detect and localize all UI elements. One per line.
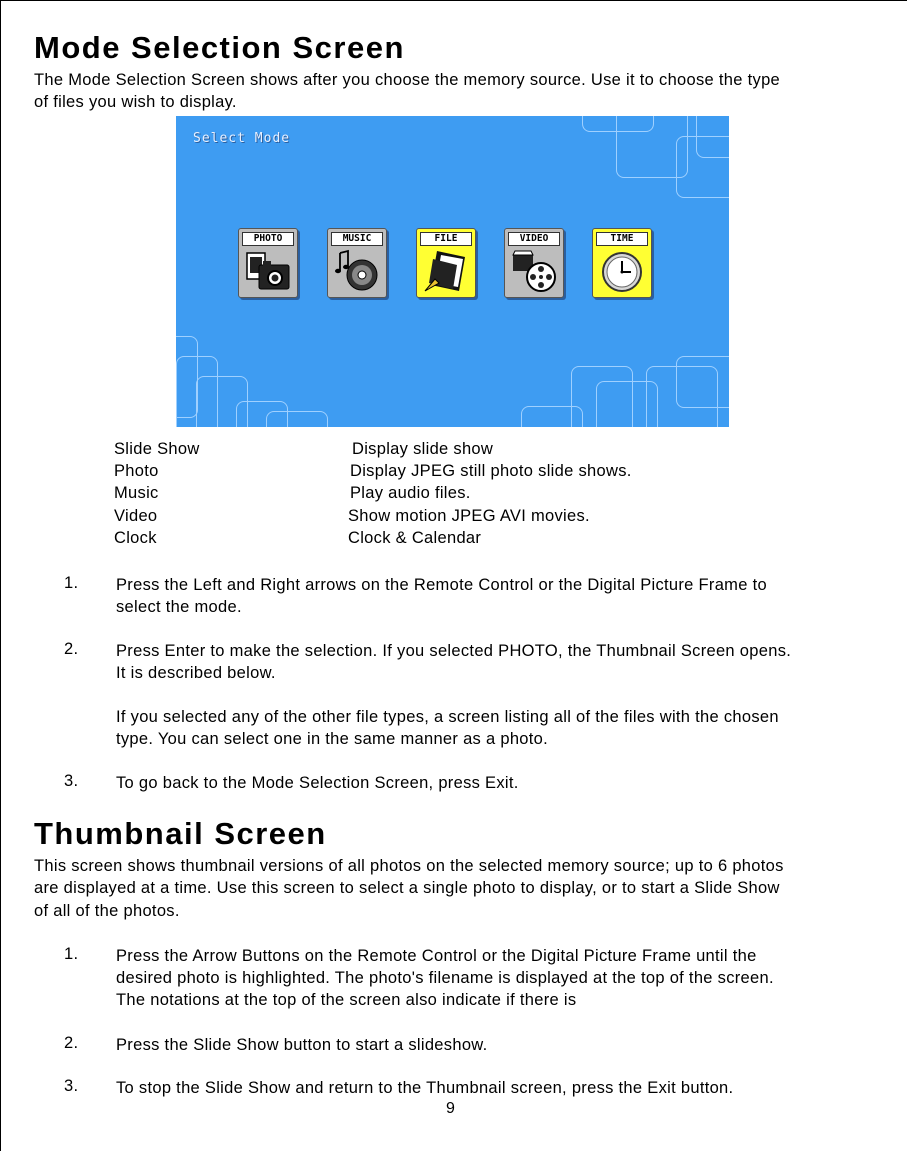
intro-line: are displayed at a time. Use this screen to select a single photo to display, or to start a Slide Show — [34, 879, 780, 897]
intro-line: This screen shows thumbnail versions of all photos on the selected memory source; up to 6 photos — [34, 857, 784, 875]
step-text: type. You can select one in the same manner as a photo. — [116, 730, 549, 748]
mode-tile-photo[interactable] — [238, 228, 298, 298]
screen-title: Select Mode — [193, 131, 291, 146]
film-reel-icon — [511, 249, 557, 293]
mode-term: Music — [114, 484, 159, 502]
mode-desc: Play audio files. — [350, 484, 471, 502]
page-border-top — [0, 0, 907, 1]
mode-term: Video — [114, 507, 158, 525]
step-text: If you selected any of the other file types, a screen listing all of the files with the chosen — [116, 708, 779, 726]
mode-selection-screenshot — [176, 116, 729, 427]
section-title-thumbnail: Thumbnail Screen — [34, 816, 327, 851]
camera-icon — [245, 249, 291, 293]
step-text: Press Enter to make the selection. If you selected PHOTO, the Thumbnail Screen opens. — [116, 642, 792, 660]
mode-desc: Clock & Calendar — [348, 529, 482, 547]
mode-term: Slide Show — [114, 440, 200, 458]
intro-line: of all of the photos. — [34, 902, 180, 920]
step-text: To stop the Slide Show and return to the Thumbnail screen, press the Exit button. — [116, 1079, 734, 1097]
mode-desc: Display JPEG still photo slide shows. — [350, 462, 632, 480]
step-text: select the mode. — [116, 598, 242, 616]
step-number: 2. — [64, 1034, 79, 1052]
music-disc-icon — [334, 249, 380, 293]
intro-line: The Mode Selection Screen shows after you choose the memory source. Use it to choose the type — [34, 71, 781, 89]
step-number: 1. — [64, 945, 79, 963]
step-text: Press the Arrow Buttons on the Remote Control or the Digital Picture Frame until the — [116, 947, 757, 965]
step-number: 3. — [64, 772, 79, 790]
step-text: desired photo is highlighted. The photo's filename is displayed at the top of the screen. — [116, 969, 774, 987]
step-text: To go back to the Mode Selection Screen, press Exit. — [116, 774, 519, 792]
step-text: Press the Left and Right arrows on the Remote Control or the Digital Picture Frame to — [116, 576, 767, 594]
mode-tile-time[interactable] — [592, 228, 652, 298]
section-title-mode-selection: Mode Selection Screen — [34, 30, 405, 65]
tile-label: VIDEO — [508, 232, 560, 246]
page-border-left — [0, 0, 1, 1151]
step-number: 2. — [64, 640, 79, 658]
folder-icon — [423, 249, 469, 293]
tile-label: FILE — [420, 232, 472, 246]
clock-icon — [599, 249, 645, 293]
step-number: 3. — [64, 1077, 79, 1095]
mode-tile-file[interactable] — [416, 228, 476, 298]
mode-term: Clock — [114, 529, 157, 547]
step-text: Press the Slide Show button to start a slideshow. — [116, 1036, 488, 1054]
tile-label: MUSIC — [331, 232, 383, 246]
mode-tile-music[interactable] — [327, 228, 387, 298]
tile-label: PHOTO — [242, 232, 294, 246]
intro-line: of files you wish to display. — [34, 93, 237, 111]
mode-term: Photo — [114, 462, 159, 480]
mode-desc: Display slide show — [352, 440, 494, 458]
tile-label: TIME — [596, 232, 648, 246]
page-number: 9 — [446, 1100, 455, 1117]
step-text: The notations at the top of the screen also indicate if there is — [116, 991, 577, 1009]
step-number: 1. — [64, 574, 79, 592]
mode-tile-video[interactable] — [504, 228, 564, 298]
step-text: It is described below. — [116, 664, 276, 682]
mode-desc: Show motion JPEG AVI movies. — [348, 507, 590, 525]
